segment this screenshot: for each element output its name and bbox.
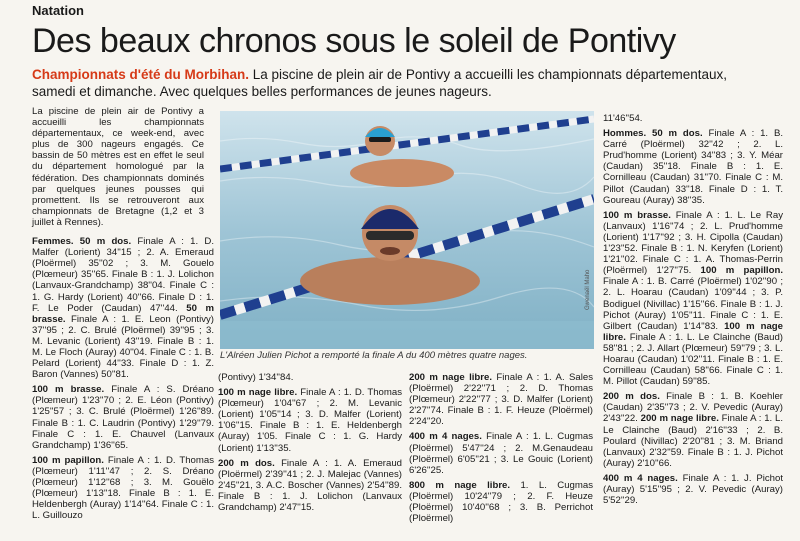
article-headline: Des beaux chronos sous le soleil de Pontivy (32, 22, 676, 60)
result-paragraph: 11'46''54. (603, 113, 643, 124)
result-paragraph: 200 m nage libre. Finale A : 1. A. Sales (Ploërmel) 2'22''71 ; 2. D. Thomas (Plœmeur) 2'22''77 ; 3. D. Malfer (Lorient) 2'27''74. Finale B : 1. F. Heuze (Ploërmel) 2'24''20. (409, 372, 593, 428)
result-paragraph: 100 m brasse. Finale A : S. Dréano (Plœmeur) 1'23''70 ; 2. E. Léon (Pontivy) 1'25''57 ; 3. C. Brulé (Ploërmel) 1'26''89. Finale B : 1. C. Laudrin (Pontivy) 1'29''79. Finale C : 1. E. Chauvel (Lanvaux Grandchamp) 1'36''65. (32, 384, 214, 451)
swimmer-photo (220, 111, 594, 349)
pool-illustration (220, 111, 594, 349)
section-rubric: Natation (32, 3, 84, 18)
lead-kicker: Championnats d'été du Morbihan. (32, 67, 249, 82)
result-paragraph: 200 m dos. Finale B : 1. B. Koehler (Caudan) 2'35''73 ; 2. V. Pevedic (Auray) 2'43''22. 200 m nage libre. Finale A : 1. L. Le Clainche (Baud) 2'16''33 ; 2. B. Poulard (Nivillac) 2'20''81 ; 3. M. Briand (Lanvaux) 2'32''59. Finale B : 1. J. Pichot (Auray) 2'10''66. (603, 391, 783, 469)
result-paragraph: 400 m 4 nages. Finale A : 1. L. Cugmas (Ploërmel) 5'47''24 ; 2. M.Genaudeau (Ploërmel) 6'05''21 ; 3. Le Gouic (Lorient) 6'26''25. (409, 431, 593, 476)
result-paragraph: Hommes. 50 m dos. Finale A : 1. B. Carré (Ploërmel) 32''42 ; 2. L. Prud'homme (Lorient) 34''83 ; 3. Y. Méar (Caudan) 35''18. Finale B : 1. E. Cornilleau (Caudan) 31''70. Finale C : M. Pillot (Caudan) 33''18. Finale D : 1. T. Goureau (Auray) 38''35. (603, 128, 784, 206)
result-paragraph: 800 m nage libre. 1. L. Cugmas (Ploërmel) 10'24''79 ; 2. F. Heuze (Ploërmel) 10'40''68 ; 3. B. Perrichot (Ploërmel) (409, 479, 593, 525)
result-paragraph: 400 m 4 nages. Finale A : 1. J. Pichot (Auray) 5'15''95 ; 2. V. Pevedic (Auray) 5'52''29. (603, 472, 783, 507)
result-paragraph: 200 m dos. Finale A : 1. A. Emeraud (Ploërmel) 2'39''41 ; 2. J. Malejac (Vannes) 2'45''21, 3. A.C. Boscher (Vannes) 2'54''89. Finale B : 1. J. Lolichon (Lanvaux Grandchamp) 2'47''15. (218, 457, 402, 514)
result-paragraph: Femmes. 50 m dos. Finale A : 1. D. Malfer (Lorient) 34''15 ; 2. A. Emeraud (Ploërmel) 35''02 ; 3. M. Gouelo (Plœmeur) 35''65. Finale B : 1. J. Lolichon (Lanvaux-Grandchamp) 38''04. Finale C : 1. G. Hardy (Lorient) 40''66. Finale D : 1. F. Le Poder (Caudan) 47''44. 50 m brasse. Finale A : 1. E. Leon (Pontivy) 37''95 ; 2. C. Brulé (Ploërmel) 39''95 ; 3. M. Levanic (Lorient) 43''19. Finale B : 1. M. Le Floch (Auray) 40''04. Finale C : 1. B. Pelard (Lorient) 44''33. Finale D : 1. Z. Baron (Vannes) 50''81. (32, 236, 214, 381)
results-column-3 (409, 372, 593, 528)
results-column-2 (218, 372, 402, 517)
result-paragraph: 100 m nage libre. Finale A : 1. D. Thomas (Plœmeur) 1'04''67 ; 2. M. Levanic (Lorient) 1'05''14 ; 3. D. Malfer (Lorient) 1'06''15. Finale B : 1. E. Heldenbergh (Auray) 1'05. Finale C : 1. G. Hardy (Lorient) 1'13''35. (218, 387, 402, 454)
photo-caption: L'Alréen Julien Pichot a remporté la finale A du 400 mètres quatre nages. (220, 350, 528, 361)
results-column-1 (32, 106, 214, 525)
intro-paragraph: La piscine de plein air de Pontivy a accueilli les championnats départementaux, ce week-end, avec plus de 300 nageurs engagés. Ce bassin de 50 mètres est en effet le seul du département homologué par la fédération. Des championnats dominés par quelques jeunes pousses qui promettent. Ils se retrouveront aux championnats de Bretagne (1,2 et 3 juillet à Rennes). (32, 106, 204, 228)
article-lead (32, 66, 772, 100)
result-paragraph: 100 m papillon. Finale A : 1. D. Thomas (Plœmeur) 1'11''47 ; 2. S. Dréano (Plœmeur) 1'12''68 ; 3. M. Gouëlo (Plœmeur) 1'13''18. Finale B : 1. E. Heldenbergh (Auray) 1'14''64. Finale C : 1. L. Guillouzo (32, 454, 214, 522)
lead-text: La piscine de plein air de Pontivy a accueilli les championnats départementaux, samedi et dimanche. Avec quelques belles performances de jeunes nageurs. (32, 67, 727, 99)
result-paragraph: 100 m brasse. Finale A : 1. L. Le Ray (Lanvaux) 1'16''74 ; 2. L. Prud'homme (Lorient) 1'17''92 ; 3. H. Cipolla (Caudan) 1'23''52. Finale B : 1. N. Keryfen (Lorient) 1'21''02. Finale C : 1. A. Thomas-Perrin (Ploërmel) 1'27''75. 100 m papillon. Finale A : 1. B. Carré (Ploërmel) 1'02''90 ; 2. L. Hoarau (Caudan) 1'09''44 ; 3. P. Bodiguel (Nivillac) 1'15''66. Finale B : 1. J. Pichot (Auray) 1'05''11. Finale C : 1. E. Gilbert (Caudan) 1'14''83. 100 m nage libre. Finale A : 1. L. Le Clainche (Baud) 58''81 ; 2. J. Allart (Plœmeur) 59''79 ; 3. L. Hoarau (Caudan) 1'02''11. Finale B : 1. E. Cornilleau (Caudan) 58''66. Finale C : 1. M. Pillot (Caudan) 59''85. (603, 209, 783, 388)
results-column-4 (603, 113, 783, 510)
result-paragraph: (Pontivy) 1'34''84. (218, 372, 294, 383)
photo-credit: Gwenaël Maho (585, 269, 591, 310)
